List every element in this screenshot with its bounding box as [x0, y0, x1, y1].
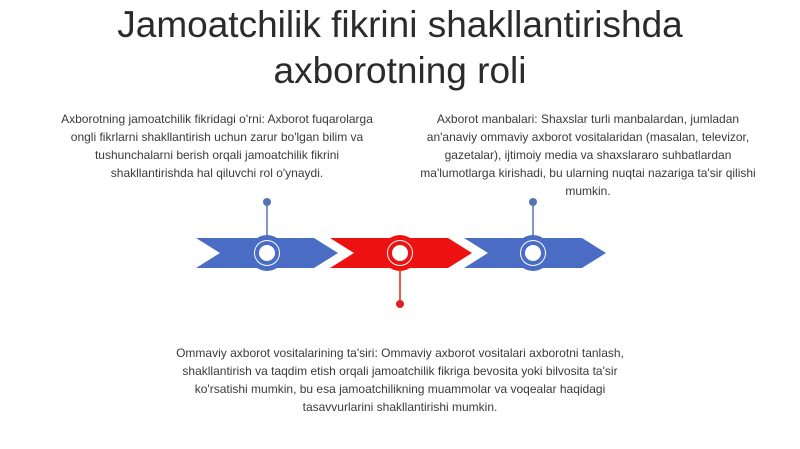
- ring-marker-1: [249, 235, 285, 271]
- slide-title: Jamoatchilik fikrini shakllantirishda axborotning roli: [117, 4, 683, 91]
- connector-2: [396, 270, 404, 308]
- text-block-role: Axborotning jamoatchilik fikridagi o'rni: Axborot fuqarolarga ongli fikrlarni shakllantirish uchun zarur bo'lgan bilim va tushunchalarni berish orqali jamoatchilik fikrini shakllantirishda hal qiluvchi rol o'ynaydi.: [61, 112, 373, 180]
- connector-1: [263, 198, 271, 238]
- ring-marker-2: [382, 235, 418, 271]
- ring-marker-3: [515, 235, 551, 271]
- text-block-sources: Axborot manbalari: Shaxslar turli manbalardan, jumladan an'anaviy ommaviy axborot vositalaridan (masalan, televizor, gazetalar), ijtimoiy media va shaxslararo suhbatlardan ma'lumotlarga kirishadi, bu ularning nuqtai nazariga ta'sir qilishi mumkin.: [420, 112, 756, 198]
- text-block-media-influence: Ommaviy axborot vositalarining ta'siri: Ommaviy axborot vositalari axborotni tanlash, shakllantirish va taqdim etish orqali jamoatchilik fikriga bevosita yoki bilvosita ta'sir ko'rsatishi mumkin, bu esa jamoatchilikning muammolar va voqealar haqidagi tasavvurlarini shakllantirishi mumkin.: [176, 346, 624, 414]
- connector-3: [529, 198, 537, 238]
